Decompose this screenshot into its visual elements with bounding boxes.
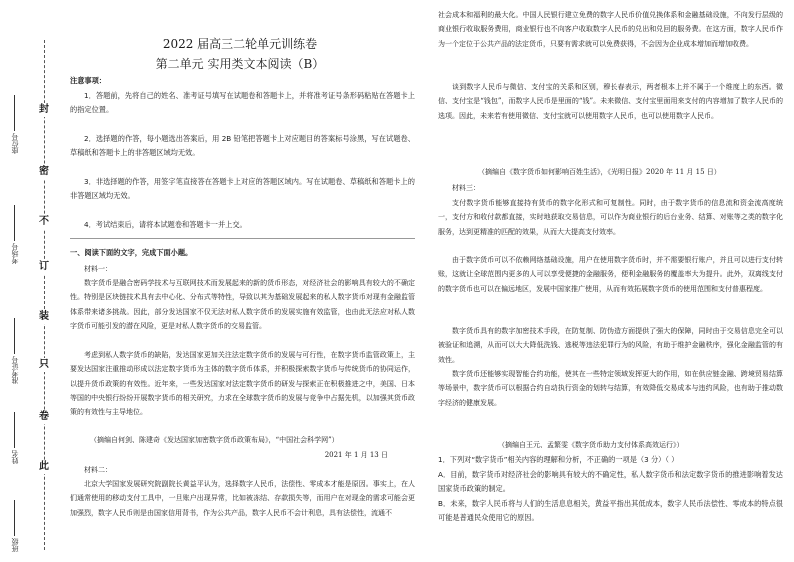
material-paragraph: 数字货币具有的数字加密技术手段，在防复制、防伪造方面提供了强大的保障，同时由于交易信息完全可以被验证和追溯，从而可以大大降低洗钱、逃税等违法犯罪行为的风险，有助于维护金融秩序，强化金融监管的有效性。	[438, 327, 783, 364]
left-column	[70, 0, 420, 562]
binding-strip	[0, 0, 68, 562]
material-paragraph: 数字货币是融合密码学技术与互联网技术而发展起来的新的货币形态，对经济社会的影响具有较大的不确定性。特别是区块链技术具有去中心化、分布式等特性，导致以其为基础发展起来的私人数字货币对现有金融监管体系带来诸多挑战。因此，部分发达国家不仅无法对私人数字货币的发展实施有效监管，也由此无法应对私人数字货币可能引发的潜在风险，更是对私人数字货币的交易监管。	[70, 279, 415, 330]
option-b: B．未来，数字人民币将与人们的生活息息相关，黄益平指出其低成本，数字人民币法偿性、零成本的特点很可能是普通民众使用它的原因。	[438, 499, 783, 523]
exam-title: 2022 届高三二轮单元训练卷	[162, 37, 318, 51]
material-label: 材料二：	[84, 466, 112, 474]
notice-item: 1．答题前，先将自己的姓名、准考证号填写在试题卷和答题卡上，并将准考证号条形码粘贴在答题卡上的指定位置。	[70, 91, 415, 115]
seal-char: 卷	[39, 411, 49, 422]
seal-char: 只	[39, 359, 49, 370]
material-paragraph: 北京大学国家发展研究院副院长黄益平认为，选择数字人民币，法偿性、零成本才能是原因。事实上，在人们通常使用的移动支付工具中，一旦账户出现异常，比如被冻结、存款损失等，而用户在对现金的需求可能会更加强烈，数字人民币则是由国家信用背书，作为公共产品，数字人民币不会计利息，具有法偿性，流通不	[70, 480, 415, 517]
seal-char: 订	[39, 261, 49, 272]
class-field: 班级	[10, 500, 26, 552]
option-a: A．目前，数字货币对经济社会的影响具有较大的不确定性，私人数字货币和法定数字货币的推进影响着发达国家货币政策的制定。	[438, 470, 783, 494]
material-date: 2021 年 1 月 13 日	[324, 451, 388, 459]
material-paragraph: 支付数字货币能够直接持有货币的数字化形式和可复制性。同时，由于数字货币的信息流和资金流高度统一，支付方和收付款都直接，实时地获取交易信息，可以作为商业银行的后台业务、结算、对账等之类的数字化服务，达到更精准的匹配的效果，从而大大提高支付效率。	[438, 199, 783, 236]
material-source: （摘编自王元、孟繁雯《数字货币助力支付体系高效运行》）	[498, 441, 684, 449]
material-source: （摘编自何剑、陈建奇《发达国家加密数字货币政策布局》，“中国社会科学网”）	[90, 436, 339, 444]
seal-char: 装	[39, 311, 49, 322]
unit-subtitle: 第二单元 实用类文本阅读（B）	[155, 57, 325, 71]
section-heading: 一、阅读下面的文字，完成下面小题。	[70, 248, 193, 257]
material-paragraph: 数字货币还能够实现智能合约功能，使其在一些特定领域发挥更大的作用，如在供应链金融、跨境贸易结算等场景中，数字货币可以根据合约自动执行资金的划转与结算，有效降低交易成本与违约风险，也有助于推动数字经济的健康发展。	[438, 370, 783, 407]
material-paragraph: 谈到数字人民币与微信、支付宝的关系和区别，穆长春表示，两者根本上并不属于一个维度上的东西。微信、支付宝是“钱包”，而数字人民币是里面的“钱”。未来微信、支付宝里面用来支付的内容增加了数字人民币的选项。因此，未来若有使用微信、支付宝就可以使用数字人民币，也可以使用数字人民币。	[438, 83, 783, 120]
right-column	[438, 0, 783, 562]
seal-char: 封	[39, 104, 49, 115]
seal-char: 不	[39, 216, 49, 227]
material-paragraph: 社会成本和福利的最大化。中国人民银行建立免费的数字人民币价值兑换体系和金融基础设施，不向发行层级的商业银行收取服务费用，商业银行也不向客户收取数字人民币的兑出和兑回的服务费。在这方面，数字人民币作为一个定位于公共产品的法定货币，只要有需求就可以免费获得，不会因为企业成本增加而增加收费。	[438, 11, 783, 48]
divider	[70, 238, 415, 239]
exam-room-field: 考场号	[10, 205, 26, 264]
seat-number-field: 座位号	[10, 95, 26, 154]
seal-char: 密	[39, 166, 49, 177]
material-paragraph: 考虑到私人数字货币的缺陷，发达国家更加关注法定数字货币的发展与可行性，在数字货币监管政策上，主要发达国家注重推动形成以法定数字货币为主体的数字货币体系，并积极探索数字货币与传统货币的协同运作，以提升货币政策的有效性。近年来，一些发达国家对法定数字货币的研发与探索正在积极推进之中，美国、日本等国的中央银行纷纷开展数字货币的相关研究，力求在全球数字货币的发展与竞争中占据先机，以加强其货币政策的有效性与主导地位。	[70, 351, 415, 417]
material-source: （摘编自《数字货币如何影响百姓生活》，《光明日报》2020 年 11 月 15 日）	[478, 168, 721, 176]
notice-item: 2．选择题的作答，每小题选出答案后，用 2B 铅笔把答题卡上对应题目的答案标号涂黑，写在试题卷、草稿纸和答题卡上的非答题区域均无效。	[70, 134, 415, 158]
name-field: 姓名	[10, 412, 26, 464]
notice-item: 4．考试结束后，请将本试题卷和答题卡一并上交。	[84, 220, 247, 229]
notice-item: 3．非选择题的作答，用签字笔直接答在答题卡上对应的答题区域内。写在试题卷、草稿纸和答题卡上的非答题区域均无效。	[70, 177, 415, 201]
admission-number-field: 准考证号	[10, 318, 26, 384]
question-stem: 1．下列对“数字货币”相关内容的理解和分析，不正确的一项是（3 分）（ ）	[438, 455, 679, 464]
seal-char: 此	[39, 461, 49, 472]
material-paragraph: 由于数字货币可以不依赖网络基础设施，用户在使用数字货币时，并不需要银行账户，并且可以进行支付转账，这就让全球范围内更多的人可以享受便捷的金融服务，便利金融服务的覆盖率大为提升。此外，双离线支付的数字货币也可以在偏远地区，发展中国家推广使用，从而有效拓展数字货币的使用范围和支付普惠程度。	[438, 256, 783, 293]
material-label: 材料三：	[452, 184, 480, 192]
material-label: 材料一：	[84, 265, 112, 273]
notice-heading: 注意事项：	[70, 76, 106, 85]
